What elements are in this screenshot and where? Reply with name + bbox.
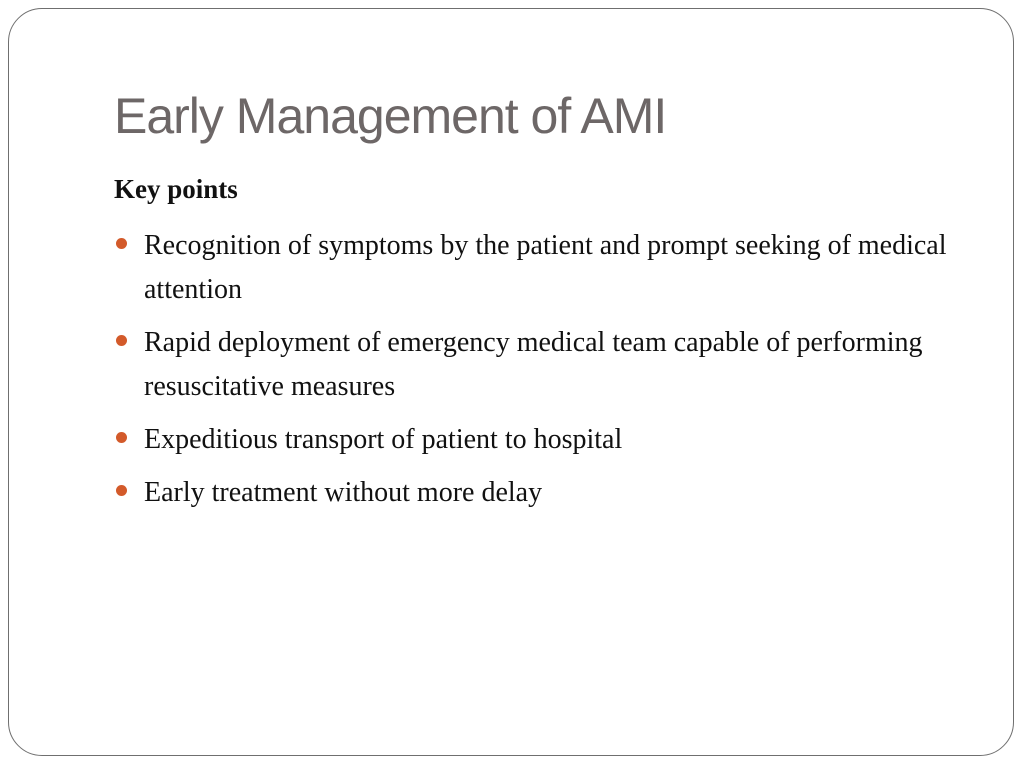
bullet-item — [114, 418, 964, 462]
bullet-item — [114, 321, 964, 409]
slide-title: Early Management of AMI — [114, 88, 667, 144]
bullet-item — [114, 224, 964, 312]
bullet-dot-icon — [116, 432, 127, 443]
bullet-item — [114, 471, 964, 515]
bullet-dot-icon — [116, 238, 127, 249]
bullet-text: Rapid deployment of emergency medical team capable of performing resuscitative measures — [144, 327, 923, 402]
bullet-list — [114, 224, 964, 524]
bullet-dot-icon — [116, 335, 127, 346]
bullet-text: Expeditious transport of patient to hospital — [144, 424, 623, 455]
bullet-text: Recognition of symptoms by the patient and prompt seeking of medical attention — [144, 230, 947, 305]
bullet-dot-icon — [116, 485, 127, 496]
bullet-text: Early treatment without more delay — [144, 477, 543, 508]
key-points-heading: Key points — [114, 174, 238, 204]
